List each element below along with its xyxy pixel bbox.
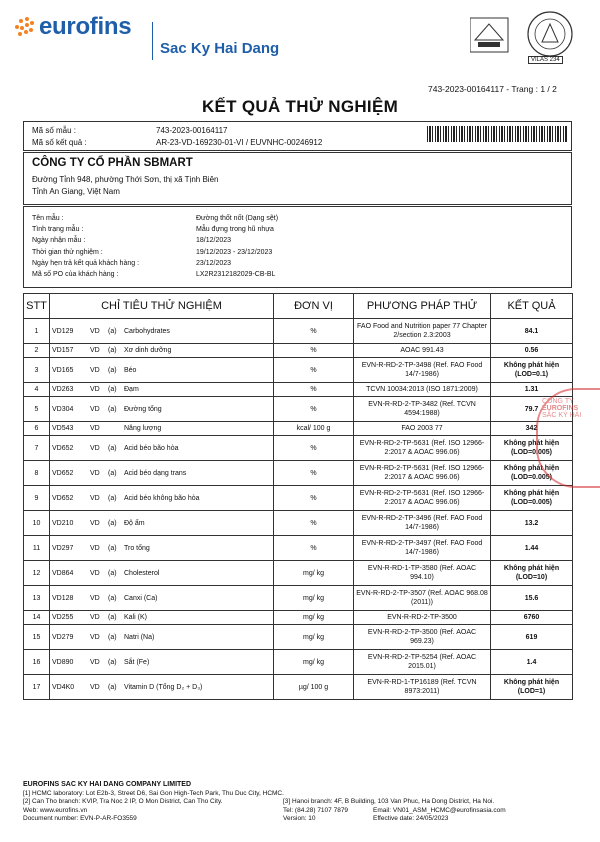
test-code: VD255 [52, 614, 74, 621]
test-name: Tro tổng [124, 544, 150, 552]
row-result: 6760 [491, 611, 573, 625]
test-prefix: VD [90, 425, 100, 432]
row-method: EVN-R-RD-1-TP-3580 (Ref. AOAC 994.10) [354, 561, 491, 586]
header-unit: ĐƠN VỊ [274, 294, 354, 319]
test-name: Sắt (Fe) [124, 658, 150, 666]
header-result: KẾT QUẢ [491, 294, 573, 319]
test-prefix: VD [90, 386, 100, 393]
row-unit: % [274, 461, 354, 486]
header-stt: STT [24, 294, 50, 319]
row-unit: % [274, 397, 354, 422]
test-name: Carbohydrates [124, 327, 170, 335]
row-test [50, 675, 274, 700]
test-code: VD157 [52, 347, 74, 354]
footer-line: [1] HCMC laboratory: Lot E2b-3, Street D6, Sai Gon High-Tech Park, Thu Duc City, HCMC. [23, 789, 284, 797]
table-row [24, 611, 573, 625]
row-stt: 12 [24, 561, 50, 586]
test-name: Độ ẩm [124, 519, 145, 527]
row-result: 1.31 [491, 383, 573, 397]
row-stt: 16 [24, 650, 50, 675]
footer-effective: Effective date: 24/05/2023 [373, 815, 449, 822]
company-stamp [536, 388, 600, 488]
row-test [50, 344, 274, 358]
row-stt: 3 [24, 358, 50, 383]
test-prefix: VD [90, 519, 100, 527]
customer-name: CÔNG TY CỔ PHẦN SBMART [32, 157, 193, 169]
test-name: Cholesterol [124, 569, 160, 577]
test-accredited-mark: (a) [108, 347, 117, 354]
row-unit: mg/ kg [274, 625, 354, 650]
row-result: Không phát hiện (LOD=0.1) [491, 358, 573, 383]
row-stt: 11 [24, 536, 50, 561]
test-prefix: VD [90, 327, 100, 335]
row-method: EVN-R-RD-2-TP-3500 (Ref. AOAC 969.23) [354, 625, 491, 650]
eurofins-dots-icon [13, 16, 35, 38]
test-name: Kali (K) [124, 614, 147, 621]
table-row [24, 586, 573, 611]
row-stt: 4 [24, 383, 50, 397]
stamp-line: CÔNG TY [542, 398, 574, 405]
stamp-line: EUROFINS [542, 405, 579, 412]
row-result: 0.56 [491, 344, 573, 358]
row-unit: % [274, 436, 354, 461]
row-result: 619 [491, 625, 573, 650]
row-test [50, 650, 274, 675]
row-test [50, 319, 274, 344]
test-code: VD652 [52, 494, 74, 502]
row-result: Không phát hiện (LOD=0.005) [491, 486, 573, 511]
test-accredited-mark: (a) [108, 544, 117, 552]
test-prefix: VD [90, 444, 100, 452]
row-method: EVN-R-RD-2-TP-5631 (Ref. ISO 12966-2:2017 & AOAC 996.06) [354, 486, 491, 511]
test-accredited-mark: (a) [108, 683, 117, 691]
test-code: VD652 [52, 469, 74, 477]
row-result: 84.1 [491, 319, 573, 344]
test-name: Vitamin D (Tổng D₂ + D₃) [124, 683, 203, 691]
table-row [24, 383, 573, 397]
test-code: VD890 [52, 658, 74, 666]
test-code: VD543 [52, 425, 74, 432]
test-prefix: VD [90, 658, 100, 666]
row-method: FAO Food and Nutrition paper 77 Chapter 2/section 2.3:2003 [354, 319, 491, 344]
footer-line: [2] Can Tho branch: KVIP, Tra Noc 2 IP, O Mon District, Can Tho City. [23, 798, 223, 805]
footer-docnum: Document number: EVN-P-AR-FO3559 [23, 815, 137, 822]
row-test [50, 383, 274, 397]
row-test [50, 536, 274, 561]
row-method: EVN-R-RD-2-TP-3500 [354, 611, 491, 625]
row-stt: 6 [24, 422, 50, 436]
test-prefix: VD [90, 594, 100, 602]
test-prefix: VD [90, 494, 100, 502]
sample-code-box [23, 121, 572, 151]
row-test [50, 461, 274, 486]
test-name: Đạm [124, 386, 139, 393]
row-stt: 17 [24, 675, 50, 700]
test-prefix: VD [90, 347, 100, 354]
row-unit: % [274, 511, 354, 536]
row-unit: mg/ kg [274, 561, 354, 586]
vilas-badge: VILAS 234 [528, 56, 563, 64]
test-accredited-mark: (a) [108, 614, 117, 621]
sample-code-label: Mã số mẫu : [32, 126, 77, 135]
row-test [50, 586, 274, 611]
table-header-row [24, 294, 573, 319]
row-stt: 15 [24, 625, 50, 650]
test-name: Năng lượng [124, 425, 162, 432]
test-code: VD210 [52, 519, 74, 527]
test-accredited-mark: (a) [108, 569, 117, 577]
test-prefix: VD [90, 469, 100, 477]
test-accredited-mark: (a) [108, 444, 117, 452]
test-accredited-mark: (a) [108, 386, 117, 393]
row-test [50, 611, 274, 625]
footer-phone: Tel: (84.28) 7107 7879 [283, 806, 349, 814]
row-method: EVN-R-RD-2-TP-3497 (Ref. FAO Food 14/7-1986) [354, 536, 491, 561]
row-method: EVN-R-RD-2-TP-3498 (Ref. FAO Food 14/7-1986) [354, 358, 491, 383]
table-row [24, 511, 573, 536]
row-test [50, 486, 274, 511]
row-stt: 9 [24, 486, 50, 511]
test-code: VD652 [52, 444, 74, 452]
footer [23, 781, 583, 824]
test-accredited-mark: (a) [108, 494, 117, 502]
row-unit: µg/ 100 g [274, 675, 354, 700]
info-label: Thời gian thử nghiệm : [32, 249, 103, 256]
test-code: VD129 [52, 327, 74, 335]
table-row [24, 436, 573, 461]
test-prefix: VD [90, 614, 100, 621]
document-reference: 743-2023-00164117 - Trang : 1 / 2 [428, 84, 557, 94]
row-method: EVN-R-RD-2-TP-3496 (Ref. FAO Food 14/7-1986) [354, 511, 491, 536]
sample-info-box [23, 206, 572, 288]
test-accredited-mark: (a) [108, 594, 117, 602]
row-unit: % [274, 358, 354, 383]
results-table [23, 293, 573, 700]
row-method: FAO 2003 77 [354, 422, 491, 436]
test-code: VD128 [52, 594, 74, 602]
customer-box [23, 152, 572, 205]
row-stt: 13 [24, 586, 50, 611]
table-row [24, 675, 573, 700]
test-accredited-mark: (a) [108, 519, 117, 527]
test-prefix: VD [90, 683, 100, 691]
test-name: Đường tổng [124, 405, 162, 413]
row-method: EVN-R-RD-2-TP-5254 (Ref. AOAC 2015.01) [354, 650, 491, 675]
info-label: Mã số PO của khách hàng : [32, 271, 119, 278]
info-value: 19/12/2023 - 23/12/2023 [196, 249, 273, 256]
info-label: Tên mẫu : [32, 215, 64, 222]
row-test [50, 358, 274, 383]
row-stt: 7 [24, 436, 50, 461]
customer-address-line2: Tỉnh An Giang, Việt Nam [32, 187, 120, 196]
table-row [24, 561, 573, 586]
footer-email[interactable]: Email: VN01_ASM_HCMC@eurofinsasia.com [373, 806, 506, 814]
row-test [50, 436, 274, 461]
row-result: Không phát hiện (LOD=10) [491, 561, 573, 586]
table-row [24, 650, 573, 675]
row-test [50, 561, 274, 586]
test-accredited-mark: (a) [108, 405, 117, 413]
barcode [427, 126, 567, 142]
row-method: EVN-R-RD-2-TP-3507 (Ref. AOAC 968.08 (2011)) [354, 586, 491, 611]
test-accredited-mark: (a) [108, 366, 117, 374]
info-label: Ngày hẹn trả kết quả khách hàng : [32, 260, 140, 267]
table-row [24, 344, 573, 358]
row-unit: % [274, 319, 354, 344]
footer-web[interactable]: Web: www.eurofins.vn [23, 806, 88, 814]
test-name: Natri (Na) [124, 633, 155, 641]
row-result: 1.44 [491, 536, 573, 561]
table-row [24, 486, 573, 511]
test-name: Acid béo bão hòa [124, 444, 179, 452]
row-stt: 10 [24, 511, 50, 536]
footer-line: [3] Hanoi branch: 4F, B Building, 103 Van Phuc, Ha Dong District, Ha Noi. [283, 798, 495, 805]
header-test: CHỈ TIÊU THỬ NGHIỆM [50, 294, 274, 319]
table-row [24, 319, 573, 344]
info-value: Đường thốt nốt (Dạng sệt) [196, 215, 279, 222]
sub-brand: Sac Ky Hai Dang [160, 40, 280, 57]
info-value: LX2R2312182029-CB-BL [196, 271, 276, 278]
table-row [24, 358, 573, 383]
info-label: Tình trạng mẫu : [32, 226, 84, 233]
test-code: VD864 [52, 569, 74, 577]
row-result: Không phát hiện (LOD=1) [491, 675, 573, 700]
info-value: Mẫu đựng trong hũ nhựa [196, 226, 274, 233]
footer-company: EUROFINS SAC KY HAI DANG COMPANY LIMITED [23, 781, 192, 788]
row-test [50, 397, 274, 422]
eurofins-logo [13, 13, 131, 41]
table-row [24, 397, 573, 422]
row-method: EVN-R-RD-2-TP-5631 (Ref. ISO 12966-2:2017 & AOAC 996.06) [354, 461, 491, 486]
test-name: Canxi (Ca) [124, 594, 158, 602]
test-code: VD263 [52, 386, 74, 393]
row-unit: % [274, 383, 354, 397]
row-unit: mg/ kg [274, 586, 354, 611]
row-test [50, 422, 274, 436]
row-stt: 8 [24, 461, 50, 486]
test-name: Béo [124, 366, 137, 374]
header-method: PHƯƠNG PHÁP THỬ [354, 294, 491, 319]
row-method: TCVN 10034:2013 (ISO 1871:2009) [354, 383, 491, 397]
customer-address-line1: Đường Tỉnh 948, phường Thới Sơn, thị xã Tịnh Biên [32, 175, 219, 184]
test-prefix: VD [90, 569, 100, 577]
row-result: Không phát hiện (LOD=0.005) [491, 436, 573, 461]
page-title: KẾT QUẢ THỬ NGHIỆM [201, 97, 399, 116]
row-result: 79.7 [491, 397, 573, 422]
row-result: 15.6 [491, 586, 573, 611]
test-prefix: VD [90, 366, 100, 374]
test-accredited-mark: (a) [108, 327, 117, 335]
test-prefix: VD [90, 544, 100, 552]
table-row [24, 536, 573, 561]
test-code: VD304 [52, 405, 74, 413]
row-method: EVN-R-RD-2-TP-3482 (Ref. TCVN 4594:1988) [354, 397, 491, 422]
test-accredited-mark: (a) [108, 658, 117, 666]
row-stt: 5 [24, 397, 50, 422]
test-name: Acid béo không bão hòa [124, 494, 200, 502]
table-row [24, 461, 573, 486]
test-code: VD165 [52, 366, 74, 374]
test-prefix: VD [90, 405, 100, 413]
row-result: 1.4 [491, 650, 573, 675]
info-value: 23/12/2023 [196, 260, 232, 267]
brand-name: eurofins [39, 13, 132, 40]
test-code: VD4K0 [52, 683, 75, 691]
row-test [50, 511, 274, 536]
row-stt: 14 [24, 611, 50, 625]
info-label: Ngày nhận mẫu : [32, 237, 86, 244]
test-accredited-mark: (a) [108, 469, 117, 477]
stamp-line: SẮC KÝ HẢI [542, 412, 582, 419]
row-unit: % [274, 344, 354, 358]
row-unit: mg/ kg [274, 650, 354, 675]
row-method: EVN-R-RD-2-TP-5631 (Ref. ISO 12966-2:2017 & AOAC 996.06) [354, 436, 491, 461]
test-name: Acid béo dạng trans [124, 469, 187, 477]
test-name: Xơ dinh dưỡng [124, 347, 172, 354]
row-test [50, 625, 274, 650]
row-unit: % [274, 486, 354, 511]
row-result: 13.2 [491, 511, 573, 536]
test-code: VD279 [52, 633, 74, 641]
row-stt: 1 [24, 319, 50, 344]
sample-code-value: 743-2023-00164117 [156, 126, 228, 135]
row-unit: kcal/ 100 g [274, 422, 354, 436]
row-unit: mg/ kg [274, 611, 354, 625]
row-stt: 2 [24, 344, 50, 358]
row-method: EVN-R-RD-1-TP16189 (Ref. TCVN 8973:2011) [354, 675, 491, 700]
accreditation-logos-icon [470, 10, 580, 60]
footer-version: Version: 10 [283, 815, 316, 822]
row-unit: % [274, 536, 354, 561]
row-result: Không phát hiện (LOD=0.005) [491, 461, 573, 486]
row-method: AOAC 991.43 [354, 344, 491, 358]
info-value: 18/12/2023 [196, 237, 232, 244]
test-prefix: VD [90, 633, 100, 641]
table-row [24, 625, 573, 650]
row-result: 342 [491, 422, 573, 436]
result-code-label: Mã số kết quả : [32, 138, 87, 147]
table-row [24, 422, 573, 436]
test-code: VD297 [52, 544, 74, 552]
test-accredited-mark: (a) [108, 633, 117, 641]
result-code-value: AR-23-VD-169230-01-VI / EUVNHC-00246912 [156, 138, 323, 147]
brand-divider [152, 22, 153, 60]
